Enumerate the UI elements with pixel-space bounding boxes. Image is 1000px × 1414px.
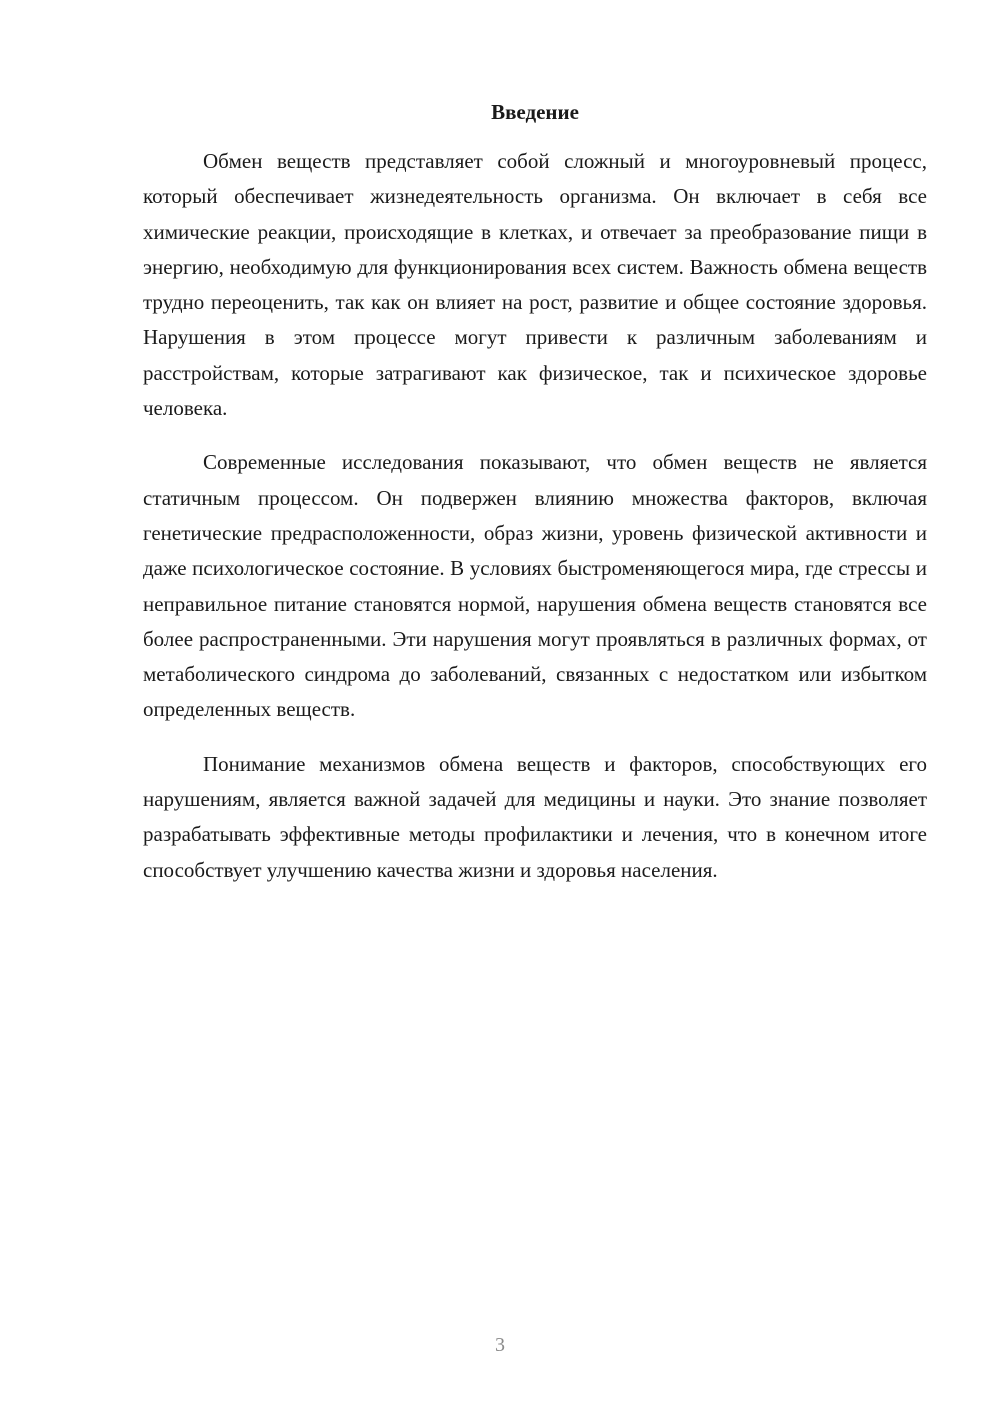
page-number: 3: [495, 1334, 505, 1356]
paragraph-3: Понимание механизмов обмена веществ и факторов, способствующих его нарушениям, является важной задачей для медицины и науки. Это знание позволяет разрабатывать эффективные методы профилактики и лечения, что в конечном итоге способствует улучшению качества жизни и здоровья населения.: [143, 751, 927, 882]
page-content: [143, 98, 927, 907]
paragraph-2: Современные исследования показывают, что обмен веществ не является статичным процессом. Он подвержен влиянию множества факторов, включая генетические предрасположенности, образ жизни, уровень физической активности и даже психологическое состояние. В условиях быстроменяющегося мира, где стрессы и неправильное питание становятся нормой, нарушения обмена веществ становятся все более распространенными. Эти нарушения могут проявляться в различных формах, от метаболического синдрома до заболеваний, связанных с недостатком или избытком определенных веществ.: [143, 450, 927, 722]
section-heading: Введение: [491, 100, 579, 124]
paragraph-1: Обмен веществ представляет собой сложный и многоуровневый процесс, который обеспечивает жизнедеятельность организма. Он включает в себя все химические реакции, происходящие в клетках, и отвечает за преобразование пищи в энергию, необходимую для функционирования всех систем. Важность обмена веществ трудно переоценить, так как он влияет на рост, развитие и общее состояние здоровья. Нарушения в этом процессе могут привести к различным заболеваниям и расстройствам, которые затрагивают как физическое, так и психическое здоровье человека.: [143, 149, 927, 421]
